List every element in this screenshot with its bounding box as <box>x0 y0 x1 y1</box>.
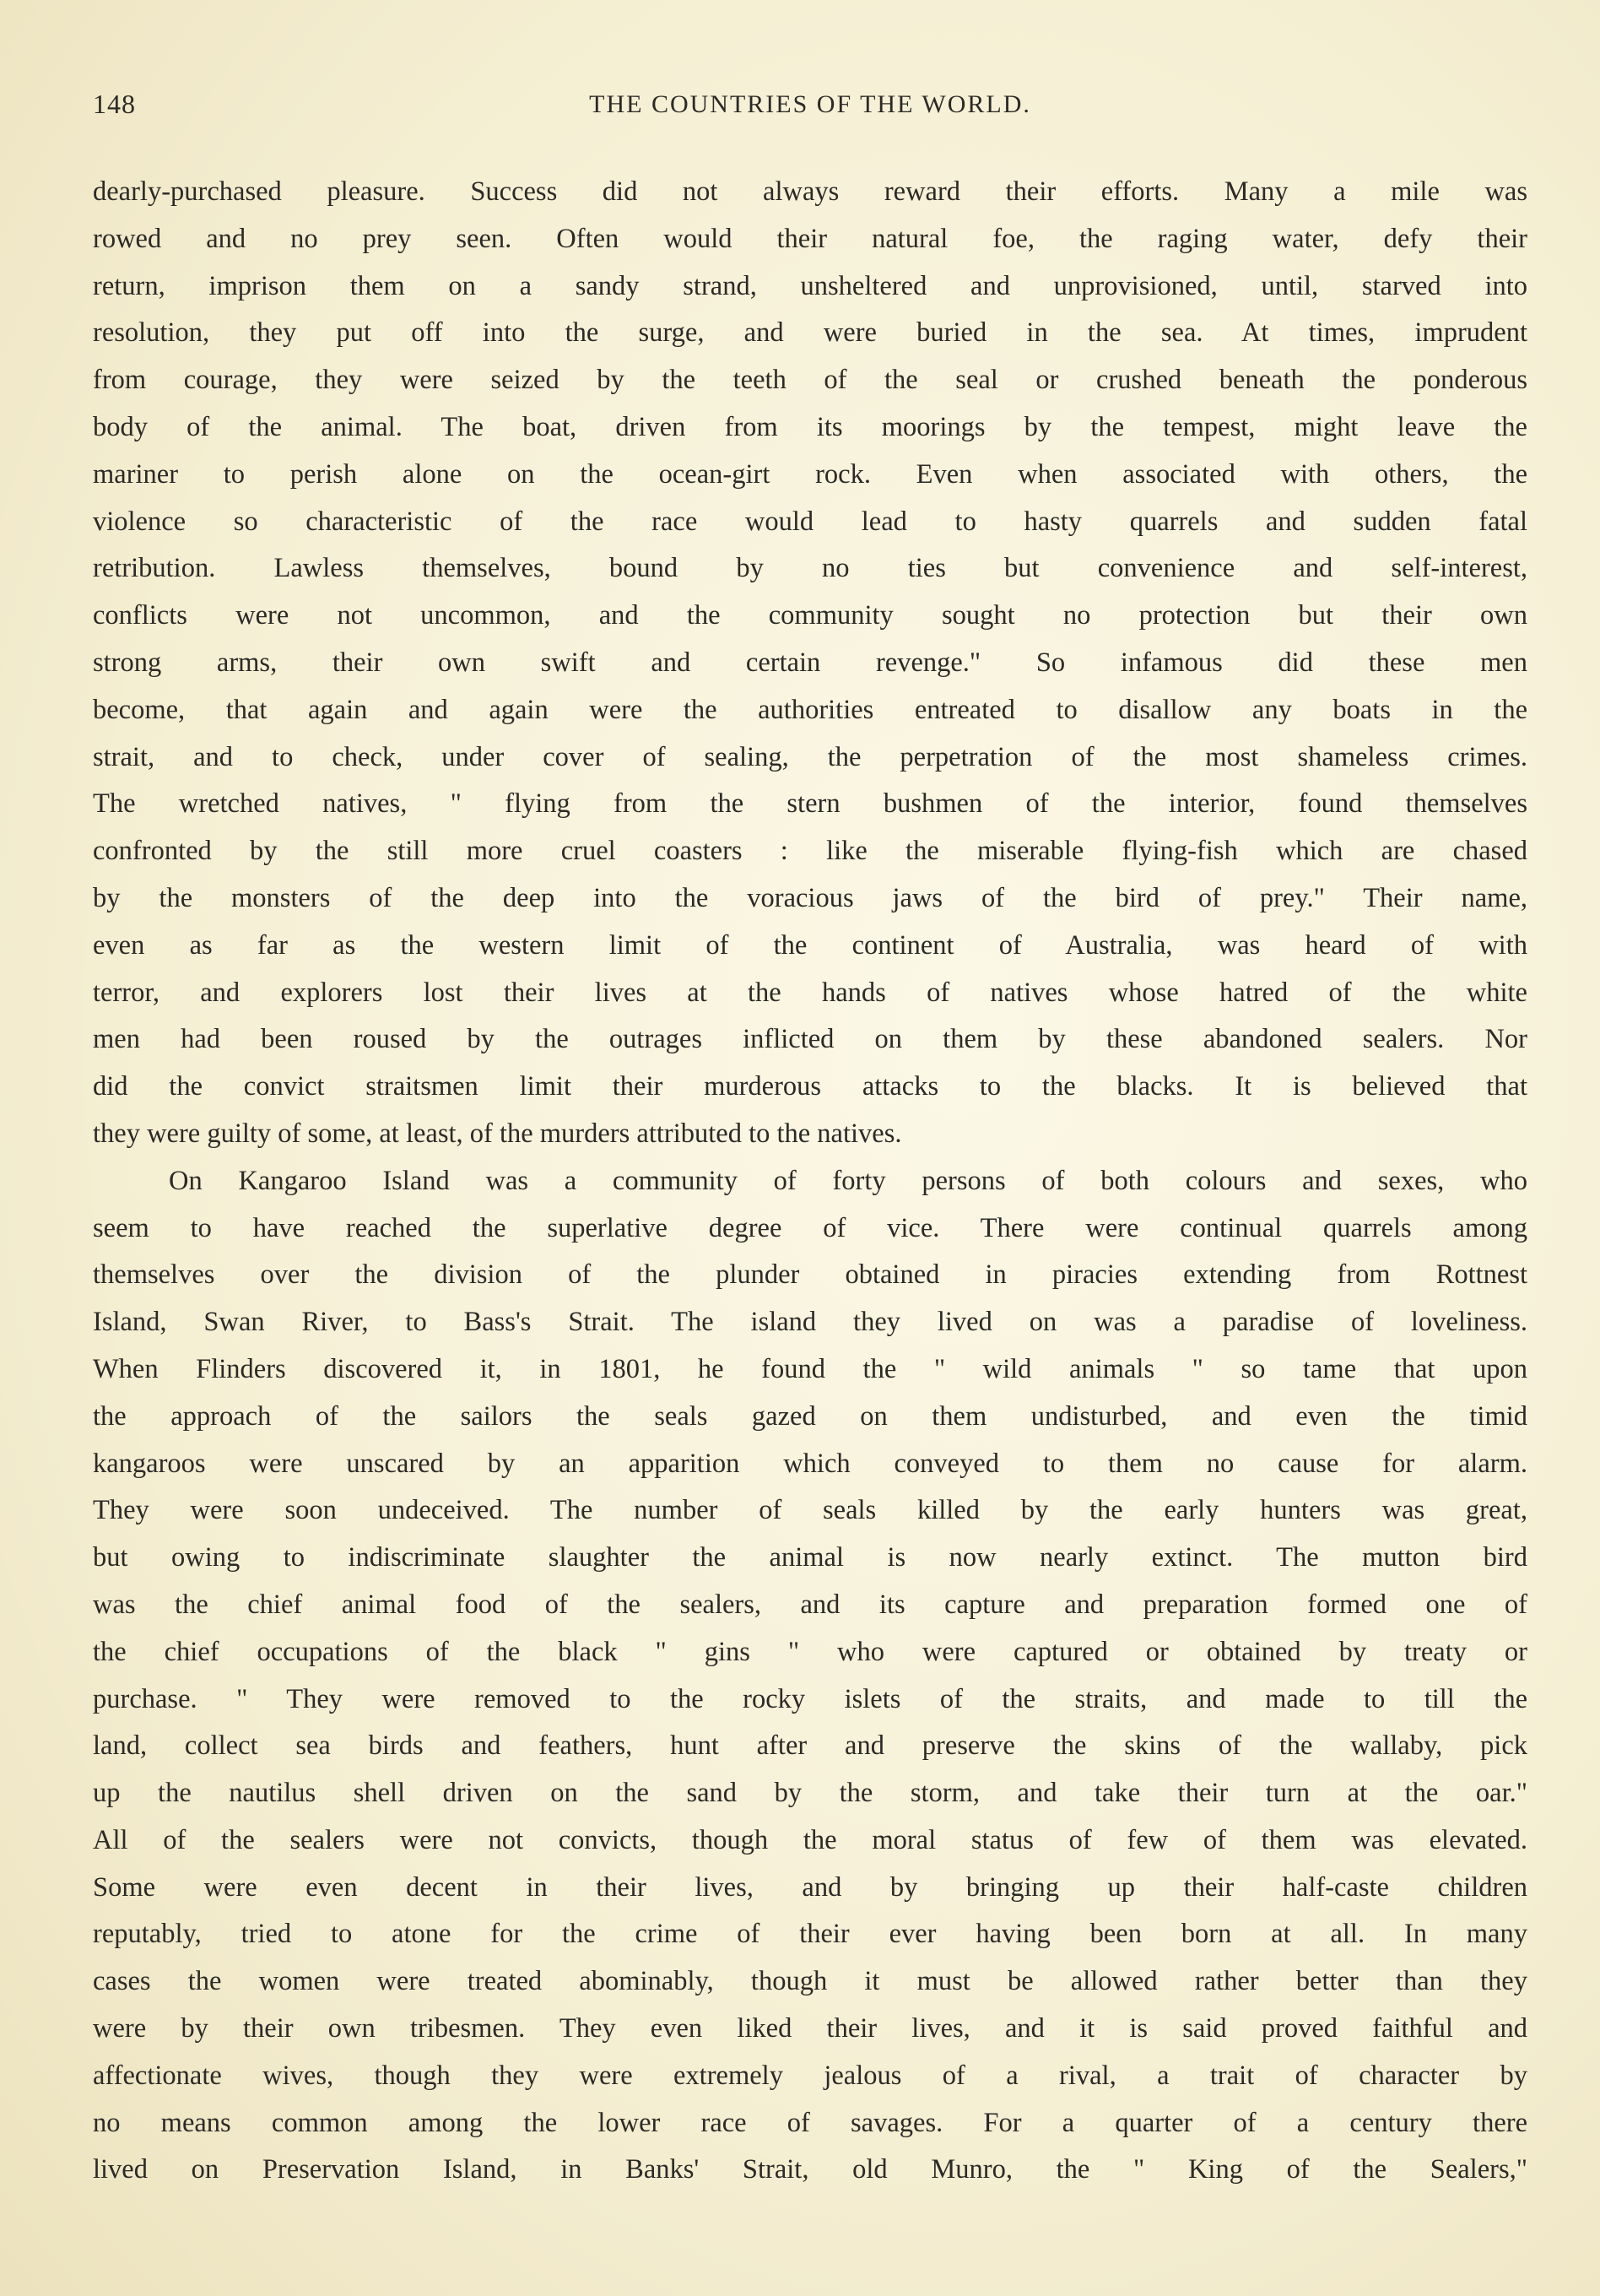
text-line: The wretched natives, " flying from the stern bushmen of the interior, found themselves <box>93 788 1527 820</box>
text-line: they were guilty of some, at least, of the murders attributed to the natives. <box>93 1118 902 1149</box>
text-line: the chief occupations of the black " gins " who were captured or obtained by treaty or <box>93 1636 1527 1667</box>
text-line: On Kangaroo Island was a community of forty persons of both colours and sexes, who <box>169 1165 1527 1196</box>
text-line: body of the animal. The boat, driven from its moorings by the tempest, might leave the <box>93 411 1527 442</box>
text-line: mariner to perish alone on the ocean-girt rock. Even when associated with others, the <box>93 458 1527 490</box>
text-line: strait, and to check, under cover of sealing, the perpetration of the most shameless crimes. <box>93 741 1527 772</box>
text-line: When Flinders discovered it, in 1801, he found the " wild animals " so tame that upon <box>93 1353 1527 1384</box>
text-line: affectionate wives, though they were extremely jealous of a rival, a trait of character by <box>93 2060 1527 2091</box>
text-line: cases the women were treated abominably, though it must be allowed rather better than they <box>93 1966 1527 1997</box>
book-page <box>93 80 1527 2194</box>
text-line: rowed and no prey seen. Often would their natural foe, the raging water, defy their <box>93 223 1527 254</box>
text-line: Island, Swan River, to Bass's Strait. The island they lived on was a paradise of loveliness. <box>93 1307 1527 1338</box>
text-line: terror, and explorers lost their lives at the hands of natives whose hatred of the white <box>93 977 1527 1008</box>
text-line: were by their own tribesmen. They even liked their lives, and it is said proved faithful and <box>93 2013 1527 2044</box>
text-line: seem to have reached the superlative degree of vice. There were continual quarrels among <box>93 1212 1527 1243</box>
text-line: themselves over the division of the plunder obtained in piracies extending from Rottnest <box>93 1259 1527 1291</box>
text-line: conflicts were not uncommon, and the community sought no protection but their own <box>93 600 1527 631</box>
text-line: retribution. Lawless themselves, bound by no ties but convenience and self-interest, <box>93 553 1527 584</box>
text-line: become, that again and again were the authorities entreated to disallow any boats in the <box>93 694 1527 725</box>
text-line: up the nautilus shell driven on the sand by the storm, and take their turn at the oar." <box>93 1778 1527 1809</box>
text-line: confronted by the still more cruel coasters : like the miserable flying-fish which are chased <box>93 836 1527 867</box>
text-line: All of the sealers were not convicts, though the moral status of few of them was elevated. <box>93 1824 1527 1855</box>
running-title: THE COUNTRIES OF THE WORLD. <box>589 90 1031 118</box>
text-line: They were soon undeceived. The number of seals killed by the early hunters was great, <box>93 1495 1527 1526</box>
text-line: dearly-purchased pleasure. Success did not always reward their efforts. Many a mile was <box>93 176 1527 207</box>
text-line: reputably, tried to atone for the crime of their ever having been born at all. In many <box>93 1919 1527 1950</box>
body-text <box>93 169 1527 2194</box>
text-line: violence so characteristic of the race would lead to hasty quarrels and sudden fatal <box>93 506 1527 537</box>
text-line: even as far as the western limit of the continent of Australia, was heard of with <box>93 929 1527 961</box>
text-line: was the chief animal food of the sealers, and its capture and preparation formed one of <box>93 1589 1527 1620</box>
text-line: the approach of the sailors the seals gazed on them undisturbed, and even the timid <box>93 1400 1527 1432</box>
text-line: kangaroos were unscared by an apparition which conveyed to them no cause for alarm. <box>93 1448 1527 1479</box>
text-line: but owing to indiscriminate slaughter the animal is now nearly extinct. The mutton bird <box>93 1542 1527 1573</box>
text-line: return, imprison them on a sandy strand, unsheltered and unprovisioned, until, starved into <box>93 270 1527 301</box>
text-line: did the convict straitsmen limit their murderous attacks to the blacks. It is believed that <box>93 1071 1527 1102</box>
text-line: resolution, they put off into the surge, and were buried in the sea. At times, imprudent <box>93 317 1527 349</box>
text-line: Some were even decent in their lives, and by bringing up their half-caste children <box>93 1871 1527 1903</box>
text-line: strong arms, their own swift and certain revenge." So infamous did these men <box>93 647 1527 678</box>
text-line: land, collect sea birds and feathers, hunt after and preserve the skins of the wallaby, pick <box>93 1730 1527 1762</box>
page-number: 148 <box>93 89 136 119</box>
text-line: from courage, they were seized by the teeth of the seal or crushed beneath the ponderous <box>93 365 1527 396</box>
text-line: men had been roused by the outrages inflicted on them by these abandoned sealers. Nor <box>93 1024 1527 1055</box>
running-head <box>93 80 1527 131</box>
text-line: no means common among the lower race of savages. For a quarter of a century there <box>93 2107 1527 2138</box>
text-line: purchase. " They were removed to the rocky islets of the straits, and made to till the <box>93 1683 1527 1714</box>
text-line: lived on Preservation Island, in Banks' Strait, old Munro, the " King of the Sealers," <box>93 2154 1527 2185</box>
text-line: by the monsters of the deep into the voracious jaws of the bird of prey." Their name, <box>93 882 1527 913</box>
